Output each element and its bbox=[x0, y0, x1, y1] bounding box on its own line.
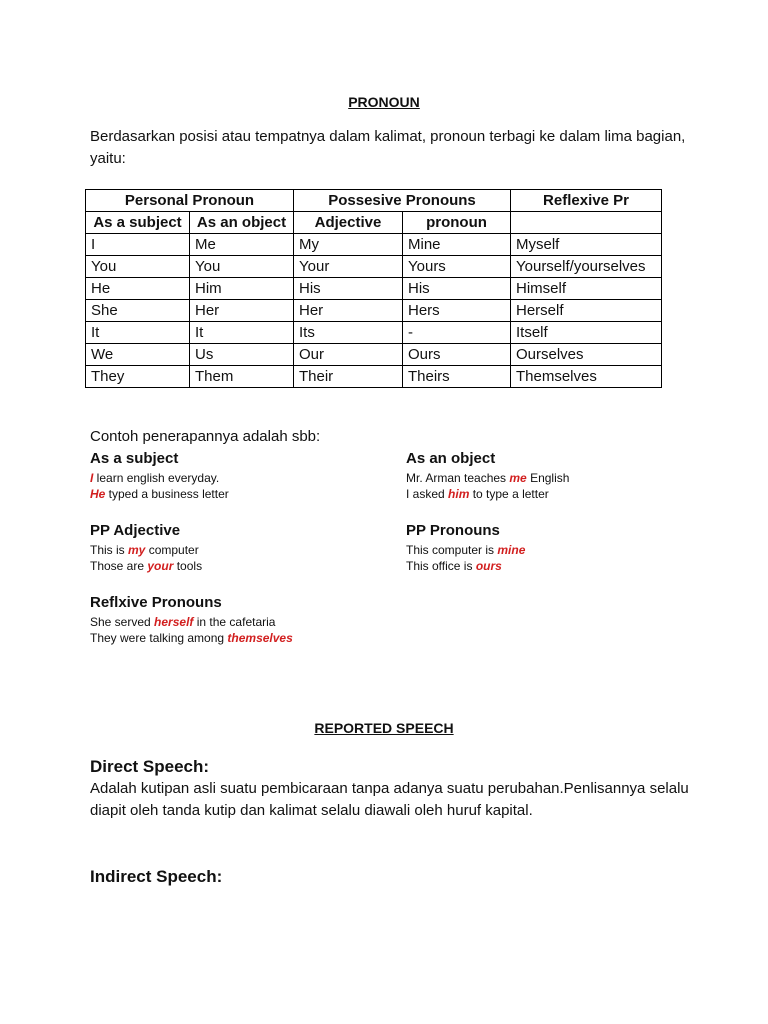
table-cell: Hers bbox=[403, 300, 511, 322]
table-row bbox=[86, 234, 662, 256]
example-heading: PP Adjective bbox=[90, 522, 181, 539]
header-adjective: Adjective bbox=[294, 212, 403, 234]
example-text: This computer is bbox=[406, 543, 498, 557]
table-row bbox=[86, 278, 662, 300]
table-cell: Our bbox=[294, 344, 403, 366]
table-cell: Your bbox=[294, 256, 403, 278]
example-reflexive bbox=[90, 593, 293, 646]
example-line bbox=[90, 542, 202, 558]
table-cell: Mine bbox=[403, 234, 511, 256]
table-cell: His bbox=[294, 278, 403, 300]
table-sub-header-row bbox=[86, 212, 662, 234]
table-cell: Yours bbox=[403, 256, 511, 278]
example-line bbox=[90, 630, 293, 646]
highlight-word: herself bbox=[154, 615, 194, 629]
example-line bbox=[90, 470, 229, 486]
highlight-word: mine bbox=[497, 543, 526, 557]
example-text: Mr. Arman teaches bbox=[406, 471, 510, 485]
table-cell: I bbox=[86, 234, 190, 256]
table-cell: Him bbox=[190, 278, 294, 300]
table-cell: Themselves bbox=[511, 366, 662, 388]
highlight-word: my bbox=[128, 543, 146, 557]
example-text: in the cafetaria bbox=[193, 615, 276, 629]
example-subject bbox=[90, 449, 229, 502]
table-cell: You bbox=[190, 256, 294, 278]
table-cell: We bbox=[86, 344, 190, 366]
table-cell: You bbox=[86, 256, 190, 278]
example-text: They were talking among bbox=[90, 631, 228, 645]
table-group-header-row bbox=[86, 190, 662, 212]
highlight-word: him bbox=[448, 487, 470, 501]
highlight-word: me bbox=[509, 471, 527, 485]
table-cell: She bbox=[86, 300, 190, 322]
example-text: Those are bbox=[90, 559, 148, 573]
table-cell: Its bbox=[294, 322, 403, 344]
table-cell: Us bbox=[190, 344, 294, 366]
reported-speech-title: REPORTED SPEECH bbox=[314, 720, 454, 736]
example-line bbox=[406, 542, 525, 558]
example-line bbox=[406, 486, 569, 502]
table-cell: His bbox=[403, 278, 511, 300]
example-heading: As an object bbox=[406, 450, 496, 467]
table-row bbox=[86, 344, 662, 366]
header-empty bbox=[511, 212, 662, 234]
pronoun-table bbox=[85, 189, 662, 388]
table-cell: Them bbox=[190, 366, 294, 388]
table-cell: Itself bbox=[511, 322, 662, 344]
header-as-subject: As a subject bbox=[86, 212, 190, 234]
table-row bbox=[86, 366, 662, 388]
highlight-word: ours bbox=[475, 559, 502, 573]
example-heading: PP Pronouns bbox=[406, 522, 500, 539]
direct-speech-heading: Direct Speech: bbox=[90, 757, 210, 776]
example-heading: Reflxive Pronouns bbox=[90, 594, 222, 611]
example-text: I asked bbox=[406, 487, 449, 501]
table-row bbox=[86, 322, 662, 344]
table-cell: Theirs bbox=[403, 366, 511, 388]
table-cell: Yourself/yourselves bbox=[511, 256, 662, 278]
highlight-word: your bbox=[147, 559, 174, 573]
example-heading: As a subject bbox=[90, 450, 179, 467]
example-text: English bbox=[526, 471, 570, 485]
header-as-object: As an object bbox=[190, 212, 294, 234]
table-cell: He bbox=[86, 278, 190, 300]
example-pp-adjective bbox=[90, 521, 202, 574]
example-line bbox=[406, 558, 525, 574]
example-text: typed a business letter bbox=[105, 487, 229, 501]
example-line bbox=[90, 558, 202, 574]
table-cell: Herself bbox=[511, 300, 662, 322]
example-pp-pronouns bbox=[406, 521, 525, 574]
example-line bbox=[406, 470, 569, 486]
example-text: tools bbox=[173, 559, 203, 573]
pronoun-title: PRONOUN bbox=[348, 94, 420, 110]
example-line bbox=[90, 614, 293, 630]
header-personal-pronoun: Personal Pronoun bbox=[86, 190, 294, 212]
table-cell: Me bbox=[190, 234, 294, 256]
header-pronoun: pronoun bbox=[403, 212, 511, 234]
example-text: She served bbox=[90, 615, 155, 629]
example-object bbox=[406, 449, 569, 502]
intro-paragraph: Berdasarkan posisi atau tempatnya dalam kalimat, pronoun terbagi ke dalam lima bagian, yaitu: bbox=[90, 128, 686, 167]
example-text: to type a letter bbox=[469, 487, 549, 501]
table-cell: Himself bbox=[511, 278, 662, 300]
table-cell: Her bbox=[190, 300, 294, 322]
table-cell: It bbox=[190, 322, 294, 344]
header-possesive-pronouns: Possesive Pronouns bbox=[294, 190, 511, 212]
example-line bbox=[90, 486, 229, 502]
table-cell: They bbox=[86, 366, 190, 388]
table-cell: My bbox=[294, 234, 403, 256]
table-cell: It bbox=[86, 322, 190, 344]
table-row bbox=[86, 300, 662, 322]
header-reflexive: Reflexive Pr bbox=[511, 190, 662, 212]
example-text: This office is bbox=[406, 559, 476, 573]
highlight-word: themselves bbox=[227, 631, 293, 645]
table-cell: Myself bbox=[511, 234, 662, 256]
example-text: computer bbox=[145, 543, 199, 557]
table-cell: - bbox=[403, 322, 511, 344]
examples-lead: Contoh penerapannya adalah sbb: bbox=[90, 428, 321, 445]
direct-speech-body: Adalah kutipan asli suatu pembicaraan tanpa adanya suatu perubahan.Penlisannya selalu diapit oleh tanda kutip dan kalimat selalu diawali oleh huruf kapital. bbox=[90, 780, 689, 819]
example-text: This is bbox=[90, 543, 129, 557]
table-cell: Ourselves bbox=[511, 344, 662, 366]
highlight-word: I bbox=[90, 471, 94, 485]
table-cell: Their bbox=[294, 366, 403, 388]
table-cell: Ours bbox=[403, 344, 511, 366]
example-text: learn english everyday. bbox=[93, 471, 220, 485]
highlight-word: He bbox=[90, 487, 106, 501]
indirect-speech-heading: Indirect Speech: bbox=[90, 867, 223, 886]
table-cell: Her bbox=[294, 300, 403, 322]
table-row bbox=[86, 256, 662, 278]
